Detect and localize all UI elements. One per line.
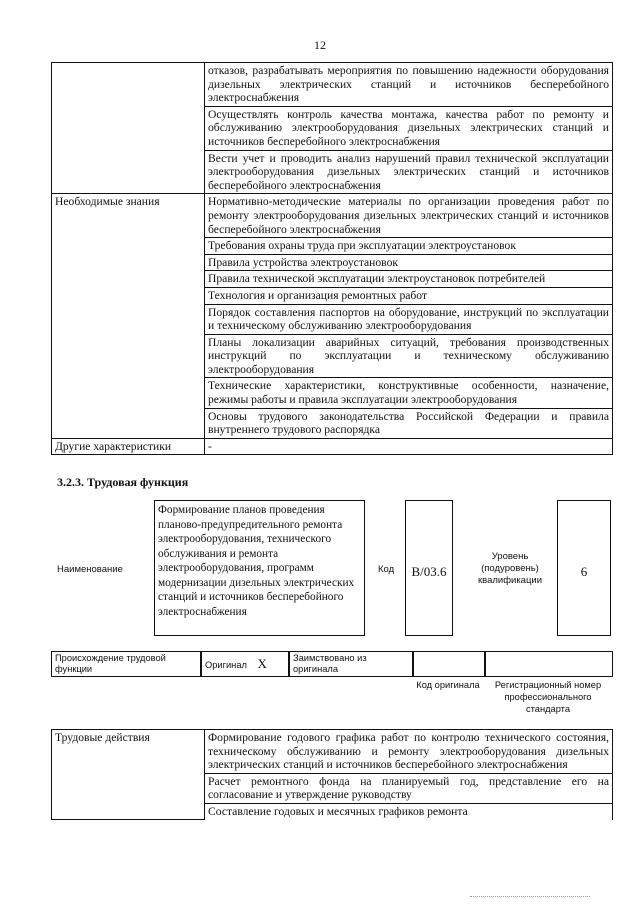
original-mark: X: [257, 656, 267, 671]
table-cell: Требования охраны труда при эксплуатации электроустановок: [205, 238, 613, 255]
table-cell: Правила технической эксплуатации электроустановок потребителей: [205, 271, 613, 288]
table-cell: Планы локализации аварийных ситуаций, требования производственных инструкций по эксплуатации и техническому обслуживанию электрооборудования: [205, 334, 613, 378]
row-label-knowledge: Необходимые знания: [52, 194, 205, 439]
competency-table: [51, 62, 613, 455]
code-original-cell: [413, 651, 485, 677]
level-box: 6: [557, 500, 611, 636]
table-cell: Порядок составления паспортов на оборудование, инструкций по эксплуатации и техническому обслуживанию электрооборудования: [205, 304, 613, 334]
origin-row: [51, 651, 613, 677]
table-cell: Правила устройства электроустановок: [205, 254, 613, 271]
page-number: 12: [314, 38, 326, 52]
original-cell: [201, 651, 289, 677]
table-cell: Нормативно-методические материалы по организации проведения работ по ремонту электрооборудования дизельных электрических станций и источников бесперебойного электроснабжения: [205, 194, 613, 238]
level-label: Уровень (подуровень) квалификации: [477, 551, 543, 586]
labor-actions-table: [51, 729, 613, 820]
section-title: 3.2.3. Трудовая функция: [57, 475, 189, 489]
table-cell: Формирование годового графика работ по контролю технического состояния, техническому обслуживанию и ремонту электрооборудования дизельных электрических станций и источников бесперебойного электроснабжения: [205, 730, 613, 774]
row-label-actions: Трудовые действия: [52, 730, 205, 820]
borrowed-label: Заимствовано из оригинала: [289, 651, 413, 677]
code-box: B/03.6: [405, 500, 453, 636]
code-original-caption: Код оригинала: [416, 680, 480, 690]
origin-label: Происхождение трудовой функции: [51, 651, 201, 677]
original-label: Оригинал: [205, 660, 247, 670]
table-cell: Осуществлять контроль качества монтажа, качества работ по ремонту и обслуживанию электрооборудования дизельных электрических станций и источников бесперебойного электроснабжения: [205, 106, 613, 150]
row-label-other: Другие характеристики: [52, 438, 205, 455]
table-cell: Составление годовых и месячных графиков ремонта: [205, 803, 613, 819]
name-label: Наименование: [57, 564, 123, 575]
table-cell: Вести учет и проводить анализ нарушений правил технической эксплуатации электрооборудования дизельных электрических станций и источников бесперебойного электроснабжения: [205, 150, 613, 194]
table-cell: -: [205, 438, 613, 455]
function-name-box: Формирование планов проведения планово-предупредительного ремонта электрооборудования, технического обслуживания и ремонта электрооборудования, программ модернизации дизельных электрических станций и источников бесперебойного электроснабжения: [154, 500, 365, 636]
table-cell: отказов, разрабатывать мероприятия по повышению надежности оборудования дизельных электрических станций и источников бесперебойного электроснабжения: [205, 63, 613, 107]
table-cell: Технология и организация ремонтных работ: [205, 287, 613, 304]
reg-number-caption: Регистрационный номер профессионального стандарта: [494, 680, 602, 714]
table-cell: Расчет ремонтного фонда на планируемый год, представление его на согласование и утверждение руководству: [205, 773, 613, 803]
reg-number-cell: [485, 651, 613, 677]
code-label: Код: [378, 564, 395, 575]
table-cell: Основы трудового законодательства Российской Федерации и правила внутреннего трудового распорядка: [205, 408, 613, 438]
row-label: [52, 63, 205, 194]
table-cell: Технические характеристики, конструктивные особенности, назначение, режимы работы и правила эксплуатации электрооборудования: [205, 378, 613, 408]
scan-artifact: [470, 896, 590, 900]
